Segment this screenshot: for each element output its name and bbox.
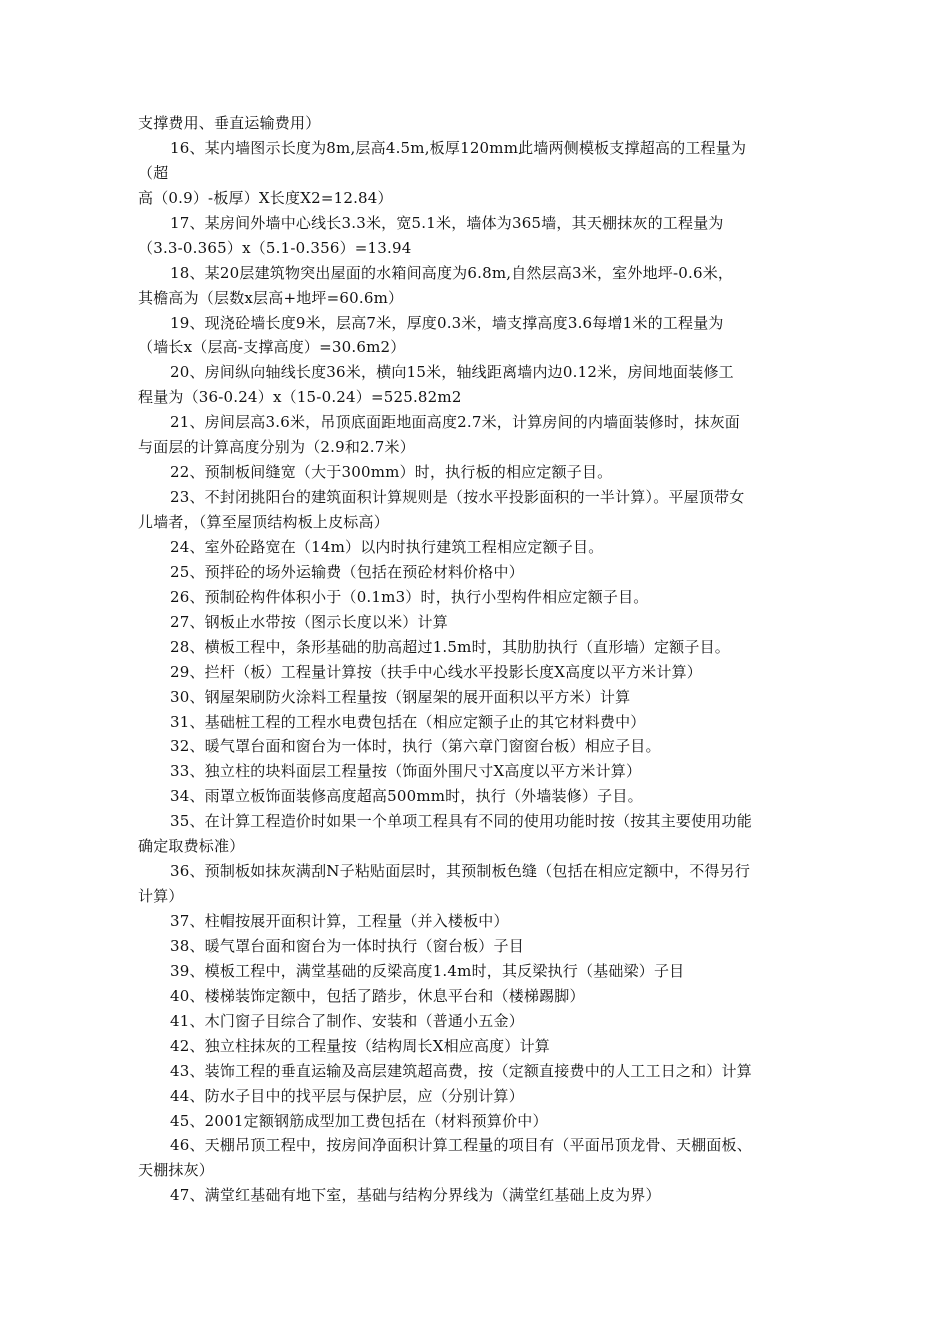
- text-line: （墙长x（层高-支撑高度）=30.6m2）: [138, 338, 406, 357]
- text-line: 38、暖气罩台面和窗台为一体时执行（窗台板）子目: [170, 936, 524, 955]
- text-line: 18、某20层建筑物突出屋面的水箱间高度为6.8m,自然层高3米，室外地坪-0.6米，: [170, 263, 734, 282]
- text-line: 与面层的计算高度分别为（2.9和2.7米）: [138, 438, 415, 457]
- text-line: 37、柱帽按展开面积计算，工程量（并入楼板中）: [170, 912, 509, 930]
- text-line: 31、基础桩工程的工程水电费包括在（相应定额子止的其它材料费中）: [170, 712, 646, 731]
- text-line: 42、独立柱抹灰的工程量按（结构周长X相应高度）计算: [170, 1036, 550, 1055]
- text-line: 确定取费标准）: [138, 837, 245, 856]
- text-line: 28、横板工程中，条形基础的肋高超过1.5m时，其肋肋执行（直形墙）定额子目。: [170, 637, 730, 656]
- text-line: 儿墙者，（算至屋顶结构板上皮标高）: [138, 513, 389, 531]
- text-line: （3.3-0.365）x（5.1-0.356）=13.94: [138, 238, 412, 257]
- text-line: 39、模板工程中，满堂基础的反梁高度1.4m时，其反梁执行（基础梁）子目: [170, 961, 685, 980]
- text-line: 29、拦杆（板）工程量计算按（扶手中心线水平投影长度X高度以平方米计算）: [170, 662, 702, 681]
- text-line: 26、预制砼构件体积小于（0.1m3）时，执行小型构件相应定额子目。: [170, 587, 649, 606]
- text-line: 30、钢屋架刷防火涂料工程量按（钢屋架的展开面积以平方米）计算: [170, 687, 631, 706]
- text-line: 21、房间层高3.6米，吊顶底面距地面高度2.7米，计算房间的内墙面装修时，抹灰面: [170, 413, 741, 432]
- text-line: 24、室外砼路宽在（14m）以内时执行建筑工程相应定额子目。: [170, 537, 604, 556]
- text-line: 33、独立柱的块料面层工程量按（饰面外围尺寸X高度以平方米计算）: [170, 762, 642, 781]
- text-line: 高（0.9）-板厚）X长度X2=12.84）: [138, 188, 393, 207]
- text-line: 其檐高为（层数x层高+地坪=60.6m）: [138, 288, 404, 307]
- text-line: 41、木门窗子目综合了制作、安装和（普通小五金）: [170, 1011, 524, 1030]
- document-body: [138, 111, 828, 1208]
- text-line: 27、钢板止水带按（图示长度以米）计算: [170, 612, 448, 631]
- text-line: 支撑费用、垂直运输费用）: [138, 114, 321, 132]
- text-line: 19、现浇砼墙长度9米，层高7米，厚度0.3米，墙支撑高度3.6每增1米的工程量为: [170, 313, 724, 332]
- text-line: 46、天棚吊顶工程中，按房间净面积计算工程量的项目有（平面吊顶龙骨、天棚面板、: [170, 1136, 752, 1155]
- text-line: 天棚抹灰）: [138, 1161, 215, 1180]
- text-line: 计算）: [138, 887, 184, 906]
- text-line: 17、某房间外墙中心线长3.3米，宽5.1米，墙体为365墙，其天棚抹灰的工程量为: [170, 213, 724, 232]
- text-line: 36、预制板如抹灰满刮N子粘贴面层时，其预制板色缝（包括在相应定额中，不得另行: [170, 862, 751, 881]
- text-line: 44、防水子目中的找平层与保护层，应（分别计算）: [170, 1086, 524, 1105]
- text-line: 23、不封闭挑阳台的建筑面积计算规则是（按水平投影面积的一半计算）。平屋顶带女: [170, 488, 745, 507]
- text-line: 22、预制板间缝宽（大于300mm）时，执行板的相应定额子目。: [170, 463, 613, 482]
- text-line: 程量为（36-0.24）x（15-0.24）=525.82m2: [138, 388, 462, 407]
- text-line: 20、房间纵向轴线长度36米，横向15米，轴线距离墙内边0.12米，房间地面装修工: [170, 363, 734, 382]
- text-line: 16、某内墙图示长度为8m,层高4.5m,板厚120mm此墙两侧模板支撑超高的工程量为: [170, 138, 747, 157]
- text-line: 40、楼梯装饰定额中，包括了踏步，休息平台和（楼梯踢脚）: [170, 986, 585, 1005]
- text-line: 43、装饰工程的垂直运输及高层建筑超高费，按（定额直接费中的人工工日之和）计算: [170, 1061, 752, 1080]
- text-line: （超: [138, 163, 169, 182]
- text-line: 35、在计算工程造价时如果一个单项工程具有不同的使用功能时按（按其主要使用功能: [170, 812, 752, 831]
- text-line: 25、预拌砼的场外运输费（包括在预砼材料价格中）: [170, 562, 524, 581]
- text-line: 47、满堂红基础有地下室，基础与结构分界线为（满堂红基础上皮为界）: [170, 1186, 661, 1205]
- text-line: 34、雨罩立板饰面装修高度超高500mm时，执行（外墙装修）子目。: [170, 787, 643, 806]
- text-line: 32、暖气罩台面和窗台为一体时，执行（第六章门窗窗台板）相应子目。: [170, 737, 661, 756]
- text-line: 45、2001定额钢筋成型加工费包括在（材料预算价中）: [170, 1111, 548, 1130]
